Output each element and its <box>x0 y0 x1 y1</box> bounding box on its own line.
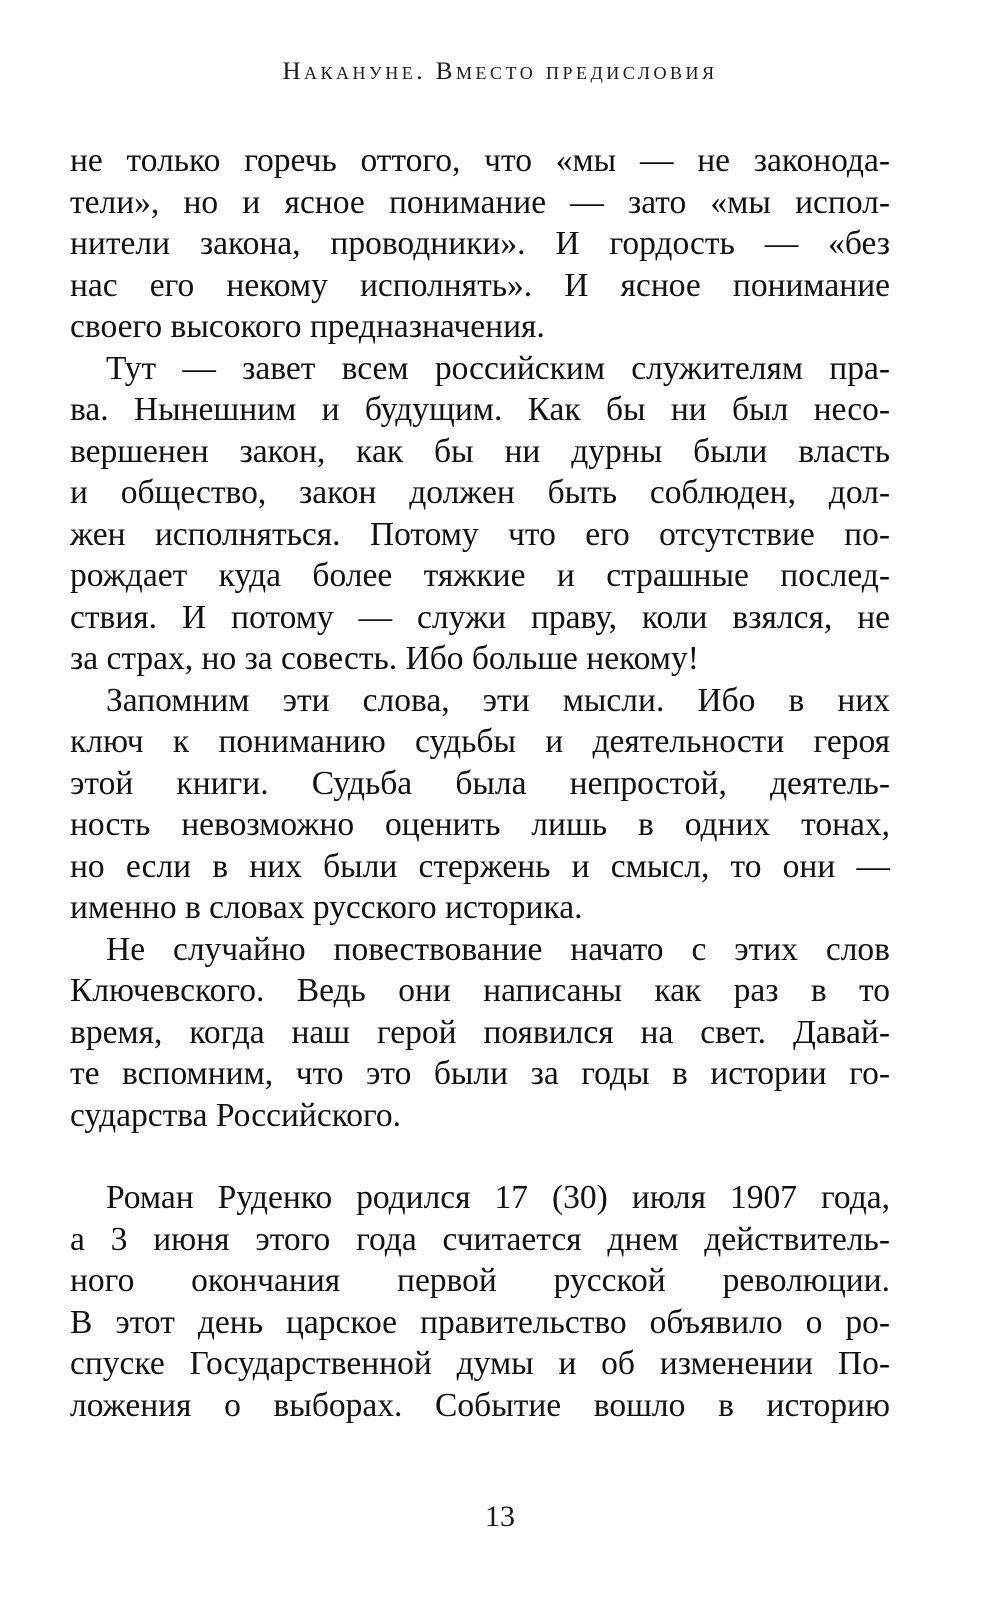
text-line: но если в них были стержень и смысл, то они — <box>70 847 890 885</box>
body-text <box>70 140 890 1426</box>
text-line: а 3 июня этого года считается днем действитель- <box>70 1220 890 1258</box>
paragraph <box>70 1177 890 1426</box>
paragraph <box>70 348 890 680</box>
text-line: Роман Руденко родился 17 (30) июля 1907 года, <box>106 1179 890 1216</box>
text-line: за страх, но за совесть. Ибо больше некому! <box>70 640 699 677</box>
text-line: ложения о выборах. Событие вошло в историю <box>70 1386 890 1424</box>
text-line: время, когда наш герой появился на свет. Давай- <box>70 1013 890 1051</box>
text-line: нас его некому исполнять». И ясное понимание <box>70 266 890 304</box>
text-line: Не случайно повествование начато с этих слов <box>106 930 890 968</box>
text-line: этой книги. Судьба была непростой, деятель- <box>70 764 890 802</box>
page-number: 13 <box>485 1500 515 1533</box>
text-line: именно в словах русского историка. <box>70 889 583 926</box>
text-line: В этот день царское правительство объявило о ро- <box>70 1303 890 1341</box>
text-line: тели», но и ясное понимание — зато «мы испол- <box>70 183 890 221</box>
paragraph <box>70 140 890 348</box>
text-line: своего высокого предназначения. <box>70 308 545 345</box>
text-line: жен исполняться. Потому что его отсутствие по- <box>70 515 890 553</box>
text-line: не только горечь оттого, что «мы — не законода- <box>70 142 890 179</box>
text-line: рождает куда более тяжкие и страшные послед- <box>70 557 890 594</box>
text-line: Ключевского. Ведь они написаны как раз в то <box>70 972 890 1009</box>
paragraph <box>70 929 890 1137</box>
text-line: сударства Российского. <box>70 1096 402 1134</box>
text-line: ва. Нынешним и будущим. Как бы ни был несо- <box>70 391 890 428</box>
text-line: нители закона, проводники». И гордость — «без <box>70 225 890 262</box>
running-head: Накануне. Вместо предисловия <box>282 58 718 85</box>
text-line: те вспомним, что это были за годы в истории го- <box>70 1055 890 1092</box>
text-line: ного окончания первой русской революции. <box>70 1262 890 1299</box>
text-line: вершенен закон, как бы ни дурны были власть <box>70 432 890 470</box>
text-line: Запомним эти слова, эти мысли. Ибо в них <box>106 681 890 719</box>
text-line: спуске Государственной думы и об изменении По- <box>70 1345 890 1382</box>
text-line: и общество, закон должен быть соблюден, дол- <box>70 474 890 511</box>
text-line: ность невозможно оценить лишь в одних тонах, <box>70 806 890 843</box>
text-line: ствия. И потому — служи праву, коли взялся, не <box>70 598 890 636</box>
text-line: ключ к пониманию судьбы и деятельности героя <box>70 723 890 760</box>
paragraph <box>70 680 890 929</box>
section-break <box>70 1136 890 1177</box>
text-line: Тут — завет всем российским служителям пра- <box>106 349 890 387</box>
